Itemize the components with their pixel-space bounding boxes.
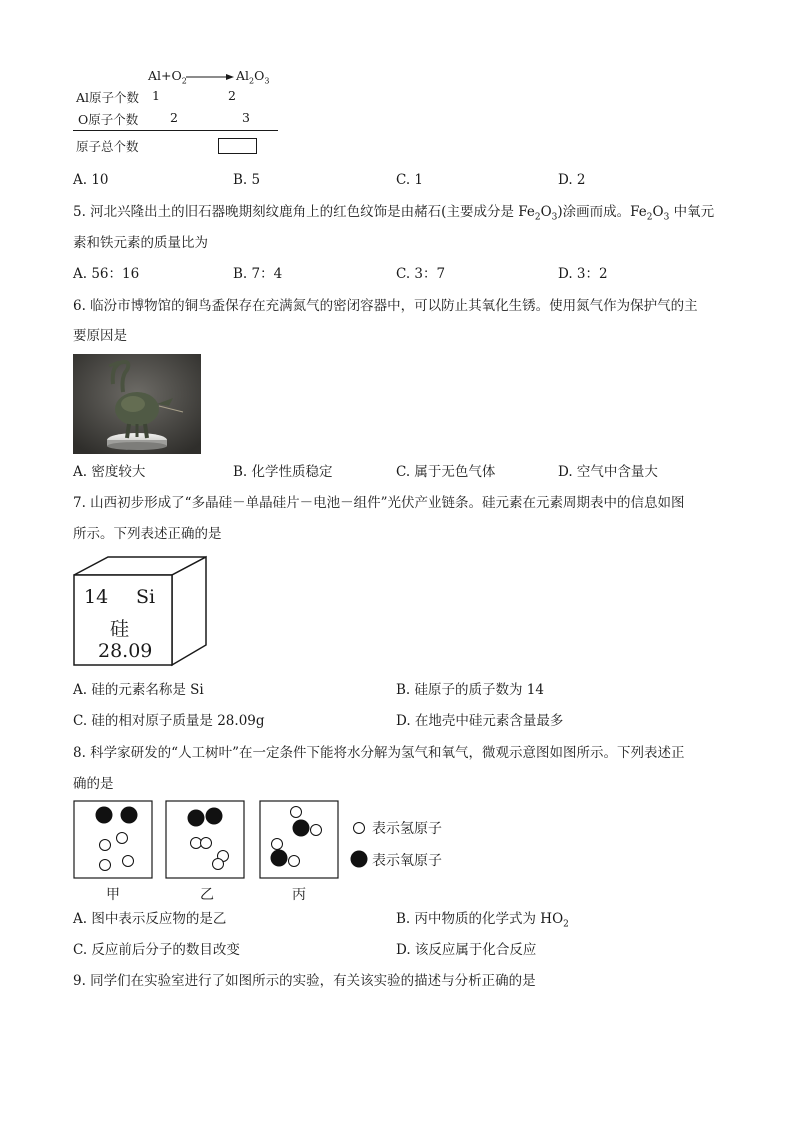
hydrogen-atom [213,859,224,870]
hydrogen-atom [311,825,322,836]
q8-option-a[interactable]: A. 图中表示反应物的是乙 [73,911,227,927]
q4-option-a[interactable]: A. 10 [73,172,109,188]
legend-hydrogen-label: 表示氢原子 [372,821,442,837]
q5-option-d[interactable]: D. 3：2 [558,266,608,282]
q8-option-c[interactable]: C. 反应前后分子的数目改变 [73,942,240,958]
q8-option-b[interactable]: B. 丙中物质的化学式为 $HO_2$ [396,911,569,930]
reaction-right: $Al_2O_3$ [236,68,270,86]
q6-option-a[interactable]: A. 密度较大 [73,464,146,480]
q4-option-d[interactable]: D. 2 [558,172,586,188]
oxygen-atom [293,820,310,837]
oxygen-atom [188,810,205,827]
q5-option-a[interactable]: A. 56：16 [73,266,140,282]
row3-label: 原子总个数 [76,139,139,154]
box-jia [74,801,152,878]
q7-option-c[interactable]: C. 硅的相对原子质量是 28.09g [73,713,265,729]
hydrogen-atom [291,807,302,818]
bronze-bird-vessel-photo [73,354,201,454]
hydrogen-atom [123,856,134,867]
legend-oxygen-icon [351,851,368,868]
element-name: 硅 [110,618,130,640]
row1-left: 1 [152,88,160,103]
q5-option-c[interactable]: C. 3：7 [396,266,446,282]
q4-option-b[interactable]: B. 5 [233,172,261,188]
legend-oxygen-label: 表示氧原子 [372,853,442,869]
hydrogen-atom [201,838,212,849]
row2-label: O原子个数 [78,112,139,127]
q9-stem-line1: 9. 同学们在实验室进行了如图所示的实验，有关该实验的描述与分析正确的是 [73,973,536,989]
box-label-jia: 甲 [106,887,120,903]
hydrogen-atom [100,860,111,871]
q7-option-a[interactable]: A. 硅的元素名称是 Si [73,682,204,698]
legend-hydrogen-icon [354,823,365,834]
oxygen-atom [206,808,223,825]
row2-right: 3 [242,110,250,125]
hydrogen-atom [191,838,202,849]
reaction-left: $Al+O_2$ [148,68,187,86]
oxygen-atom [121,807,138,824]
row1-right: 2 [228,88,236,103]
oxygen-atom [271,850,288,867]
q5-stem-line1: 5. 河北兴隆出土的旧石器晚期刻纹鹿角上的红色纹饰是由赭石(主要成分是 $Fe_2O_3$)涂画而成。$Fe_2O_3$ 中氧元 [73,204,715,223]
row1-label: Al原子个数 [76,90,140,105]
q4-option-c[interactable]: C. 1 [396,172,424,188]
q6-option-b[interactable]: B. 化学性质稳定 [233,464,333,480]
legend-markers [350,818,370,870]
hydrogen-atom [272,839,283,850]
box-label-yi: 乙 [200,887,214,903]
element-symbol: Si [136,586,156,608]
q6-option-d[interactable]: D. 空气中含量大 [558,464,658,480]
element-atomic-number: 14 [84,586,109,608]
q7-option-b[interactable]: B. 硅原子的质子数为 14 [396,682,544,698]
box-label-bing: 丙 [292,887,306,903]
q6-stem-line1: 6. 临汾市博物馆的铜鸟盉保存在充满氮气的密闭容器中，可以防止其氧化生锈。使用氮气作为保护气的主 [73,298,698,314]
element-mass: 28.09 [98,640,153,662]
q7-stem-line1: 7. 山西初步形成了“多晶硅－单晶硅片－电池－组件”光伏产业链条。硅元素在元素周期表中的信息如图 [73,495,685,511]
oxygen-atom [96,807,113,824]
hydrogen-atom [117,833,128,844]
table-divider [73,130,278,131]
reaction-arrow [186,72,234,82]
q6-stem-line2: 要原因是 [73,328,127,344]
row2-left: 2 [170,110,178,125]
hydrogen-atom [289,856,300,867]
q7-option-d[interactable]: D. 在地壳中硅元素含量最多 [396,713,564,729]
q8-stem-line2: 确的是 [73,776,114,792]
q8-option-d[interactable]: D. 该反应属于化合反应 [396,942,537,958]
answer-box [218,138,257,154]
hydrogen-atom [100,840,111,851]
q5-option-b[interactable]: B. 7：4 [233,266,283,282]
q6-option-c[interactable]: C. 属于无色气体 [396,464,496,480]
q8-stem-line1: 8. 科学家研发的“人工树叶”在一定条件下能将水分解为氢气和氧气，微观示意图如图所示。下列表述正 [73,745,685,761]
q5-stem-line2: 素和铁元素的质量比为 [73,235,208,251]
q7-stem-line2: 所示。下列表述正确的是 [73,526,222,542]
molecule-diagram [72,800,344,880]
